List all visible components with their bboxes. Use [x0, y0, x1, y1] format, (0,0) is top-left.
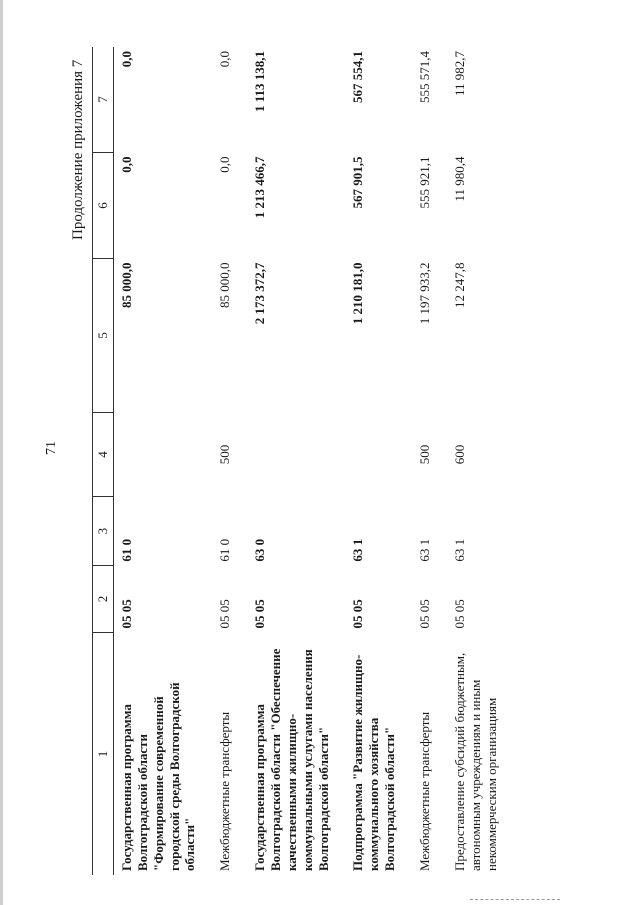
row-amount-1: 2 173 372,7: [252, 262, 268, 325]
row-amount-3: 555 571,4: [417, 51, 433, 103]
continuation-note: Продолжение приложения 7: [70, 59, 86, 240]
row-target-code: 61 0: [217, 538, 233, 562]
row-name: Межбюджетные трансферты: [417, 711, 433, 871]
row-section-code: 05 05: [217, 599, 233, 629]
row-amount-2: 567 901,5: [350, 156, 366, 209]
table-row: [114, 47, 213, 875]
row-amount-2: 11 980,4: [451, 156, 467, 202]
column-header-5: 5: [93, 258, 114, 412]
row-amount-1: 12 247,8: [451, 262, 467, 308]
row-amount-3: 567 554,1: [350, 51, 366, 103]
row-expense-type: 600: [451, 444, 467, 465]
row-target-code: 63 1: [451, 538, 467, 562]
table-row: [247, 47, 345, 875]
column-header-1: 1: [93, 633, 114, 876]
table-row: [345, 47, 412, 875]
row-amount-3: 0,0: [217, 51, 233, 68]
page-number: 71: [44, 441, 59, 455]
row-name: Предоставление субсидий бюджетным, автономным учреждениям и иным некоммерческим организациям: [451, 652, 499, 871]
column-header-3: 3: [93, 497, 114, 566]
table-row: [212, 47, 247, 875]
row-expense-type: 500: [217, 444, 233, 465]
row-section-code: 05 05: [451, 599, 467, 629]
row-amount-2: 0,0: [217, 156, 233, 173]
row-section-code: 05 05: [119, 599, 134, 629]
table-row: [447, 47, 514, 875]
row-amount-1: 1 197 933,2: [417, 262, 433, 325]
row-target-code: 63 1: [350, 538, 366, 562]
row-expense-type: 500: [417, 444, 433, 465]
table-row: [412, 47, 447, 875]
row-amount-3: 0,0: [119, 51, 134, 68]
row-amount-2: 1 213 466,7: [252, 156, 268, 219]
row-name: Подпрограмма "Развитие жилищно-коммунального хозяйства Волгоградской области": [350, 654, 398, 871]
row-amount-3: 11 982,7: [451, 51, 467, 97]
row-expense-type: [247, 412, 345, 496]
table-header-row: [93, 47, 114, 875]
row-target-code: 63 1: [417, 538, 433, 562]
column-header-4: 4: [93, 412, 114, 496]
row-name: Межбюджетные трансферты: [217, 711, 233, 871]
row-name: Государственная программа Волгоградской области "Обеспечение качественными жилищно-коммунальными услугами населения Волгоградской области": [252, 648, 331, 871]
column-header-7: 7: [93, 47, 114, 153]
column-header-2: 2: [93, 566, 114, 633]
row-expense-type: [114, 412, 213, 496]
column-header-6: 6: [93, 153, 114, 259]
row-section-code: 05 05: [350, 599, 366, 629]
row-amount-3: 1 113 138,1: [252, 51, 268, 113]
row-section-code: 05 05: [417, 599, 433, 629]
row-name: Государственная программа Волгоградской области "Формирование современной городской среды Волгоградской области": [119, 682, 198, 871]
row-target-code: 61 0: [119, 538, 134, 562]
row-amount-2: 0,0: [119, 156, 134, 173]
budget-table: [92, 47, 513, 875]
row-amount-1: 85 000,0: [217, 262, 233, 308]
row-expense-type: [345, 412, 412, 496]
row-amount-1: 85 000,0: [119, 262, 134, 308]
row-amount-2: 555 921,1: [417, 156, 433, 209]
row-target-code: 63 0: [252, 538, 268, 562]
row-amount-1: 1 210 181,0: [350, 262, 366, 325]
row-section-code: 05 05: [252, 599, 268, 629]
